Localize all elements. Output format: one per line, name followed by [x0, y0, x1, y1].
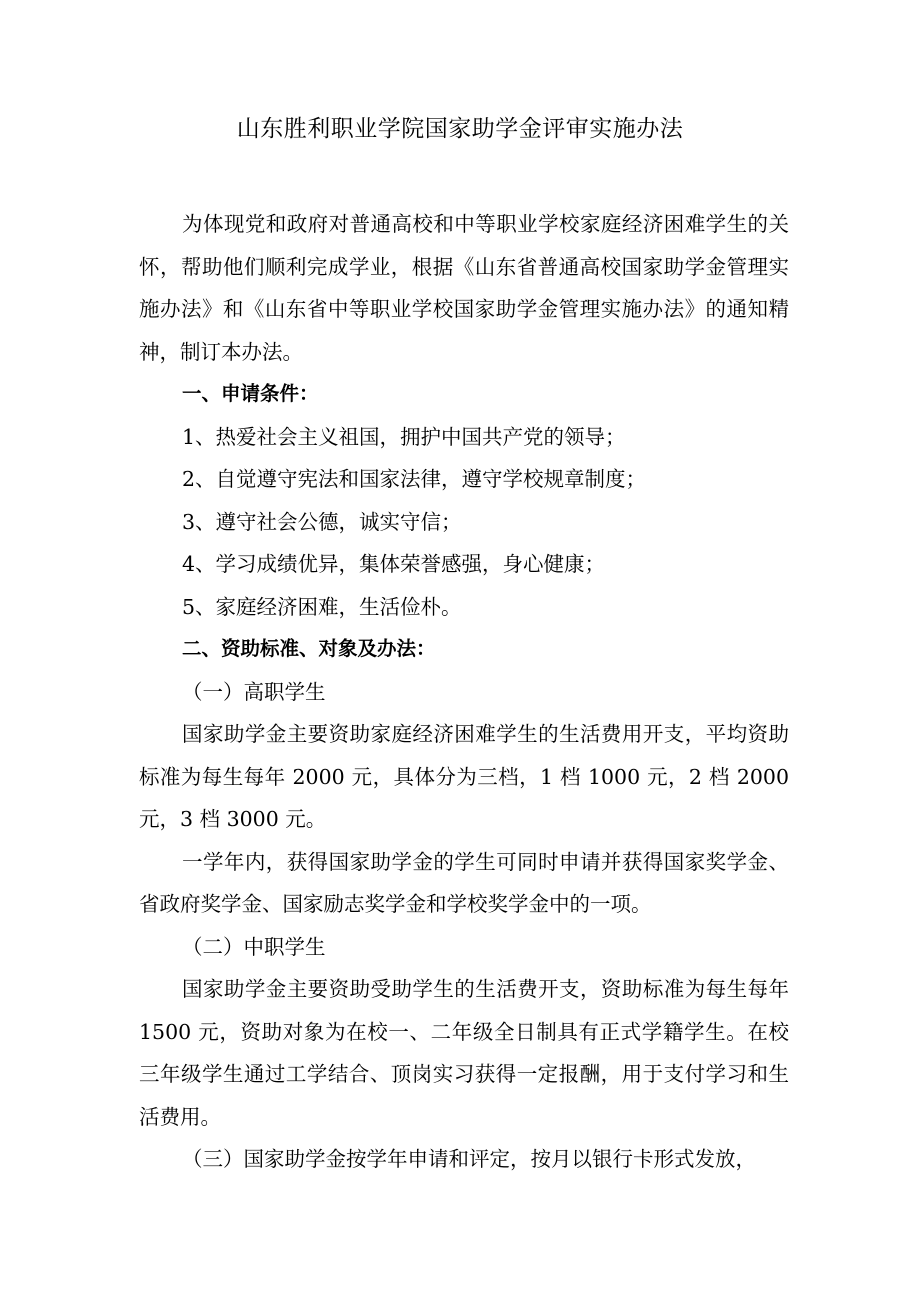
section-heading-standards: 二、资助标准、对象及办法： [182, 637, 436, 660]
subsection-application-paragraph: （三）国家助学金按学年申请和评定，按月以银行卡形式发放， [182, 1147, 756, 1171]
intro-paragraph: 为体现党和政府对普通高校和中等职业学校家庭经济困难学生的关怀，帮助他们顺利完成学业，根据《山东省普通高校国家助学金管理实施办法》和《山东省中等职业学校国家助学金管理实施办法》的通知精神，制订本办法。 [139, 212, 789, 364]
condition-item-1: 1、热爱社会主义祖国，拥护中国共产党的领导； [182, 424, 626, 449]
condition-item-2: 2、自觉遵守宪法和国家法律，遵守学校规章制度； [182, 467, 647, 491]
condition-item-3: 3、遵守社会公德，诚实守信； [182, 509, 462, 534]
secondary-vocational-paragraph: 国家助学金主要资助受助学生的生活费开支，资助标准为每生每年 1500 元，资助对象为在校一、二年级全日制具有正式学籍学生。在校三年级学生通过工学结合、顶岗实习获得一定报酬，用于支付学习和生活费用。 [139, 977, 789, 1129]
document-title: 山东胜利职业学院国家助学金评审实施办法 [236, 116, 684, 142]
document-body [139, 203, 789, 1181]
higher-vocational-paragraph-2: 一学年内，获得国家助学金的学生可同时申请并获得国家奖学金、省政府奖学金、国家励志奖学金和学校奖学金中的一项。 [139, 849, 789, 916]
condition-item-4: 4、学习成绩优异，集体荣誉感强，身心健康； [182, 552, 606, 576]
section-heading-conditions: 一、申请条件： [182, 382, 319, 405]
condition-item-5: 5、家庭经济困难，生活俭朴。 [182, 594, 462, 619]
subsection-heading-secondary-vocational: （二）中职学生 [182, 934, 326, 959]
subsection-heading-higher-vocational: （一）高职学生 [182, 679, 326, 704]
higher-vocational-paragraph-1: 国家助学金主要资助家庭经济困难学生的生活费用开支，平均资助标准为每生每年 2000 元，具体分为三档，1 档 1000 元，2 档 2000 元，3 档 3000 元。 [139, 722, 789, 831]
